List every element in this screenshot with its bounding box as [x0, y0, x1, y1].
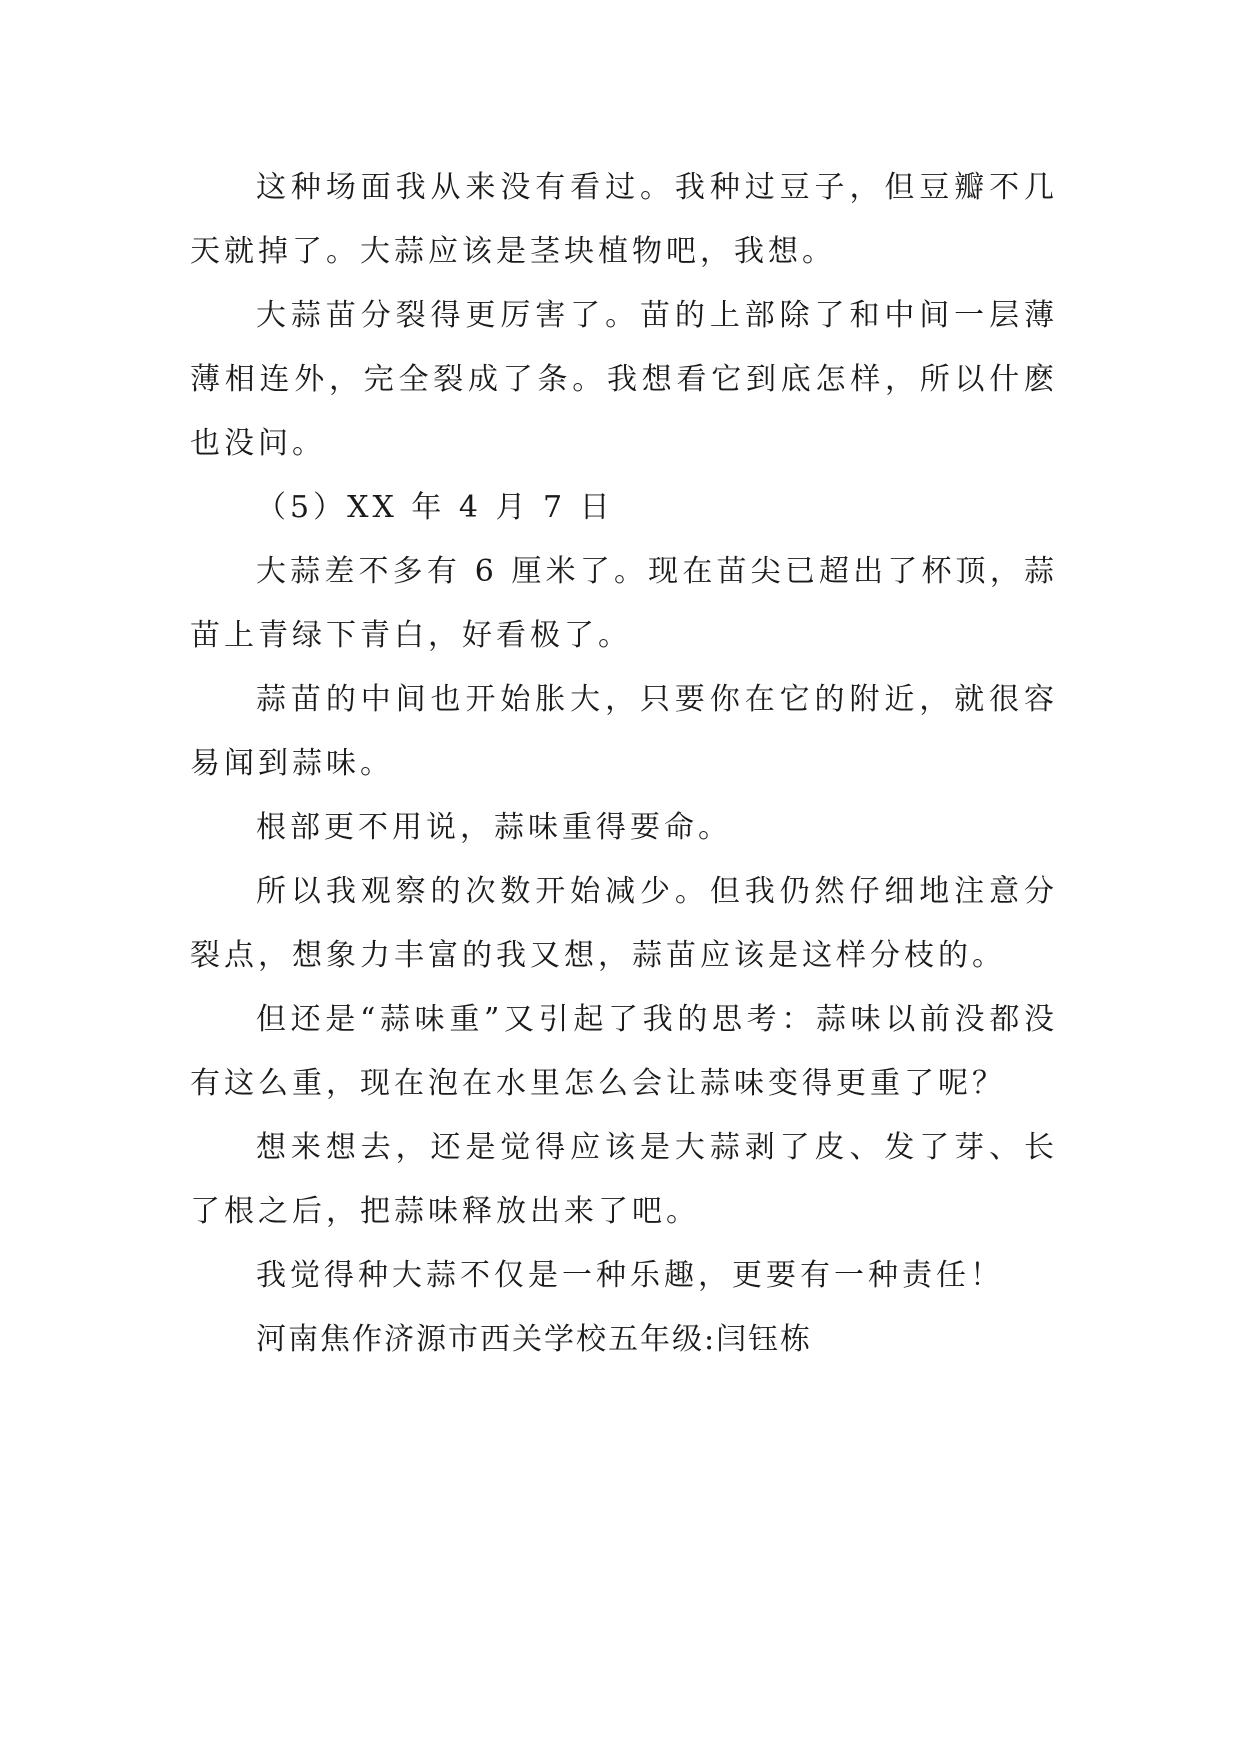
- diary-date-heading: （5）XX 年 4 月 7 日: [256, 490, 614, 525]
- document-body: [190, 156, 1058, 1372]
- paragraph-scene-never-seen: 这种场面我从来没有看过。我种过豆子，但豆瓣不几天就掉了。大蒜应该是茎块植物吧，我想。: [190, 170, 1058, 269]
- paragraph-root-smell: 根部更不用说，蒜味重得要命。: [256, 810, 732, 845]
- paragraph-six-centimeters: 大蒜差不多有 6 厘米了。现在苗尖已超出了杯顶，蒜苗上青绿下青白，好看极了。: [190, 554, 1058, 653]
- paragraph-smell-question: 但还是“蒜味重”又引起了我的思考：蒜味以前没都没有这么重，现在泡在水里怎么会让蒜味变得更重了呢？: [190, 1002, 1058, 1101]
- paragraph-observation-decrease: 所以我观察的次数开始减少。但我仍然仔细地注意分裂点，想象力丰富的我又想，蒜苗应该是这样分枝的。: [190, 874, 1058, 973]
- paragraph-sprout-split: 大蒜苗分裂得更厉害了。苗的上部除了和中间一层薄薄相连外，完全裂成了条。我想看它到底怎样，所以什麽也没问。: [190, 298, 1058, 461]
- paragraph-middle-swelling: 蒜苗的中间也开始胀大，只要你在它的附近，就很容易闻到蒜味。: [190, 682, 1058, 781]
- author-signature: 河南焦作济源市西关学校五年级:闫钰栋: [256, 1322, 813, 1357]
- paragraph-responsibility: 我觉得种大蒜不仅是一种乐趣，更要有一种责任！: [256, 1258, 1004, 1293]
- paragraph-conclusion: 想来想去，还是觉得应该是大蒜剥了皮、发了芽、长了根之后，把蒜味释放出来了吧。: [190, 1130, 1058, 1229]
